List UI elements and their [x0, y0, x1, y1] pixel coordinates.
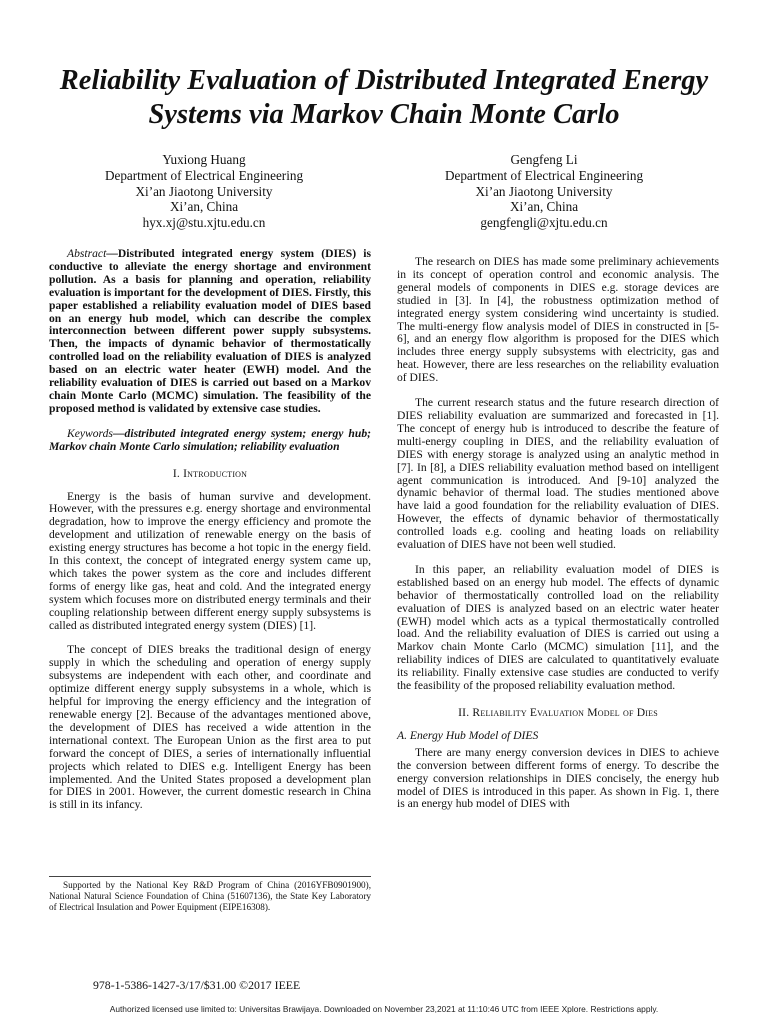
- author-block-2: [394, 152, 694, 231]
- paper-title: Reliability Evaluation of Distributed Integrated Energy Systems via Markov Chain Monte Carlo: [59, 65, 709, 130]
- section-heading-introduction: I. Introduction: [172, 466, 248, 480]
- subsection-heading-energy-hub: A. Energy Hub Model of DIES: [397, 728, 539, 742]
- paragraph: Energy is the basis of human survive and development. However, with the pressures e.g. energy shortage and environmental degradation, how to improve the energy efficiency and promote the development and utilization of renewable energy on the basis of existing energy structures has become a hot topic in the energy field. In this context, the concept of integrated energy system came up, which takes the power system as the core and includes different forms of energy like gas, heat and cold. And the integrated energy system which focuses more on distributed energy terminals and their coupling relationship between different energy supply subsystems is called as distributed integrated energy system (DIES) [1].: [49, 489, 371, 632]
- paragraph: The research on DIES has made some preliminary achievements in its concept of operation control and economic analysis. The general models of components in DIES e.g. storage devices are studied in [3]. In [4], the robustness optimization method of integrated energy system considering wind uncertainty is studied. The multi-energy flow analysis model of DIES in constructed in [5-6], and an energy flow algorithm is proposed for the DIES which includes three energy supply subsystems with electricity, gas and heat. However, there are less researches on the reliability evaluation of DIES.: [397, 255, 719, 385]
- keywords-text: —distributed integrated energy system; energy hub; Markov chain Monte Carlo simulation; reliability evaluation: [49, 426, 371, 453]
- abstract-label: Abstract: [67, 247, 107, 260]
- isbn-copyright: 978-1-5386-1427-3/17/$31.00 ©2017 IEEE: [93, 978, 301, 992]
- license-notice: Authorized licensed use limited to: Universitas Brawijaya. Downloaded on November 23,2021 at 11:10:46 UTC from IEEE Xplore. Restrictions apply.: [109, 1004, 659, 1014]
- keywords: [49, 428, 371, 454]
- keywords-label: Keywords: [67, 426, 113, 440]
- section-heading-model: II. Reliability Evaluation Model of Dies: [458, 706, 658, 719]
- paragraph: The current research status and the future research direction of DIES reliability evaluation are summarized and forecasted in [1]. The concept of energy hub is introduced to describe the feature of multi-energy coupling in DIES, and the reliability evaluation of DIES with energy storage is analyzed using an analytic method in [7]. In [8], a DIES reliability evaluation method based on intelligent agent communication is introduced. And [9-10] analyzed the dynamic behavior of thermal load. The studies mentioned above have laid a good foundation for the reliability evaluation of DIES. However, the effects of dynamic behavior of thermostatically controlled loads e.g. cooling and heating loads on reliability evaluation of DIES have not been well studied.: [397, 396, 719, 552]
- funding-footnote: Supported by the National Key R&D Program of China (2016YFB0901900), National Natural Science Foundation of China (51607136), the State Key Laboratory of Electrical Insulation and Power Equipment (EIPE16308).: [49, 876, 371, 914]
- right-column: [397, 256, 719, 823]
- author-location: Xi’an, China: [169, 199, 239, 215]
- author-name: Yuxiong Huang: [162, 152, 246, 167]
- author-department: Department of Electrical Engineering: [104, 167, 304, 183]
- paragraph: The concept of DIES breaks the traditional design of energy supply in which the scheduling and operation of energy supply subsystems are independent with each other, and coordinate and optimize different energy supply subsystems in a whole, which is helpful for improving the energy efficiency and the integration of renewable energy [2]. Because of the advantages mentioned above, the development of DIES has received a wide attention in the international context. The European Union as the first area to put forward the concept of DIES, a series of internationally influential projects which related to DIES e.g. Intelligent Energy has been implemented. And the United States proposed a development plan for DIES in 2001. However, the current domestic research in China is still in its infancy.: [49, 643, 371, 812]
- abstract: [49, 248, 371, 416]
- author-email: hyx.xj@stu.xjtu.edu.cn: [142, 215, 266, 231]
- abstract-text: —Distributed integrated energy system (DIES) is conductive to alleviate the energy shortage and environment pollution. As a basis for planning and operation, reliability evaluation is important for the development of DIES. Firstly, this paper established a reliability evaluation model of DIES based on an energy hub model, which can describe the complex interconnection between different power supply subsystems. Then, the impacts of dynamic behavior of thermostatically controlled load on the reliability evaluation of DIES is analyzed based on an electric water heater (EWH) model. And the reliability evaluation of DIES is carried out based on a Markov chain Monte Carlo (MCMC) simulation. The feasibility of the proposed method is validated by extensive case studies.: [49, 247, 371, 415]
- author-email: gengfengli@xjtu.edu.cn: [480, 215, 608, 231]
- author-name: Gengfeng Li: [510, 152, 578, 167]
- paragraph: In this paper, an reliability evaluation model of DIES is established based on an energy hub model. The effects of dynamic behavior of thermostatically controlled load on the reliability evaluation of DIES is analyzed based on an electric water heater (EWH) model which acts as a typical thermostatically controlled load. And the reliability evaluation of DIES is carried out using a Markov chain Monte Carlo (MCMC) simulation [11], and the reliability indices of DIES are calculated to quantitatively evaluate its reliability. Finally extensive case studies are conducted to verify the feasibility of the proposed reliability evaluation method.: [397, 562, 719, 693]
- author-university: Xi’an Jiaotong University: [135, 183, 273, 199]
- author-university: Xi’an Jiaotong University: [475, 183, 613, 199]
- author-location: Xi’an, China: [509, 199, 579, 215]
- paragraph: There are many energy conversion devices in DIES to achieve the conversion between different forms of energy. To describe the energy conversion relationships in DIES concisely, the energy hub model of DIES is introduced in this paper. As shown in Fig. 1, there is an energy hub model of DIES with: [397, 745, 719, 811]
- author-department: Department of Electrical Engineering: [444, 167, 644, 183]
- left-column: [49, 248, 371, 824]
- author-block-1: [54, 152, 354, 231]
